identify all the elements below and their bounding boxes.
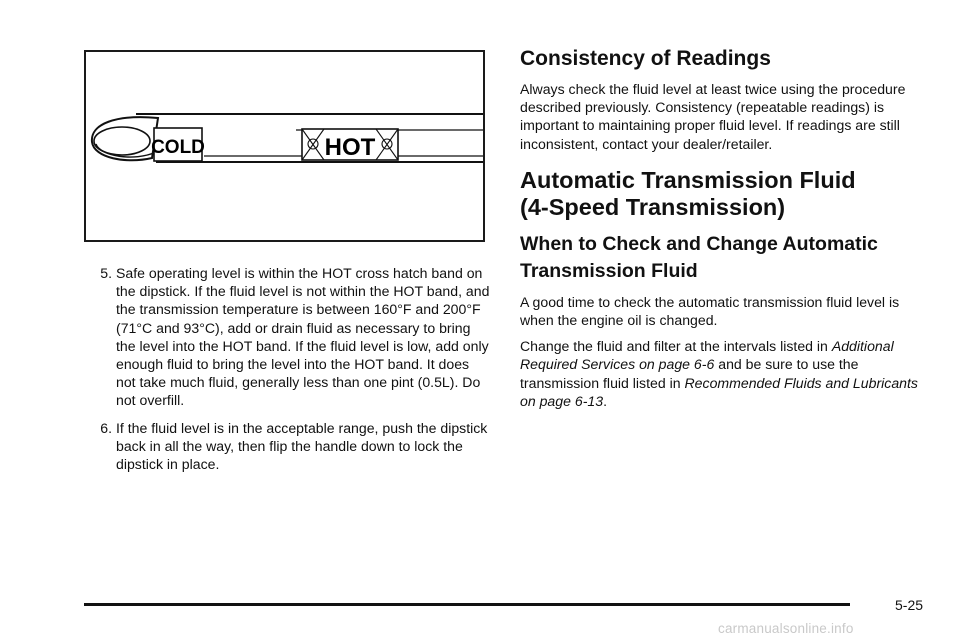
watermark: carmanualsonline.info xyxy=(718,621,854,636)
step-number: 6. xyxy=(100,419,112,436)
consistency-heading: Consistency of Readings xyxy=(520,47,771,70)
when-text-2a: Change the fluid and filter at the intervals listed in xyxy=(520,338,832,355)
hot-label: HOT xyxy=(324,134,376,161)
when-heading-line1: When to Check and Change Automatic xyxy=(520,232,878,255)
dipstick-drawing xyxy=(86,52,483,240)
when-text-2 xyxy=(520,337,930,410)
footer-rule xyxy=(84,603,850,606)
when-heading xyxy=(520,231,930,285)
right-column xyxy=(520,46,930,418)
when-text-2b: and be sure to use the transmission fluid listed in xyxy=(520,356,859,391)
atf-heading xyxy=(520,167,930,221)
cold-label: COLD xyxy=(151,137,205,158)
when-text-1: A good time to check the automatic transmission fluid level is when the engine oil is changed. xyxy=(520,293,900,329)
step-5 xyxy=(82,264,492,410)
page-number: 5-25 xyxy=(895,597,924,613)
step-text: Safe operating level is within the HOT cross hatch band on the dipstick. If the fluid level is not within the HOT band, and the transmission temperature is between 160°F and 200°F (71°C and 93°C), add or drain fluid as necessary to bring the level into the HOT band. If the fluid level is low, add only enough fluid to bring the level into the HOT band. It does not take much fluid, generally less than one pint (0.5L). Do not overfill. xyxy=(116,265,490,409)
step-text: If the fluid level is in the acceptable range, push the dipstick back in all the way, then flip the handle down to lock the dipstick in place. xyxy=(116,419,488,473)
when-text-2c: . xyxy=(603,392,607,409)
when-heading-line2: Transmission Fluid xyxy=(520,259,698,282)
ref-additional-services[interactable]: Additional Required Services on page 6-6 xyxy=(520,338,894,373)
procedure-steps xyxy=(82,264,492,482)
step-6 xyxy=(82,419,492,474)
atf-heading-line1: Automatic Transmission Fluid xyxy=(520,166,856,193)
dipstick-illustration xyxy=(84,50,485,242)
ref-recommended-fluids[interactable]: Recommended Fluids and Lubricants on page 6-13 xyxy=(520,374,918,409)
consistency-text: Always check the fluid level at least twice using the procedure described previously. Consistency (repeatable readings) is important to maintaining proper fluid level. If readings are still inconsistent, contact your dealer/retailer. xyxy=(520,81,906,152)
step-number: 5. xyxy=(100,265,112,281)
atf-heading-line2: (4-Speed Transmission) xyxy=(520,193,786,220)
